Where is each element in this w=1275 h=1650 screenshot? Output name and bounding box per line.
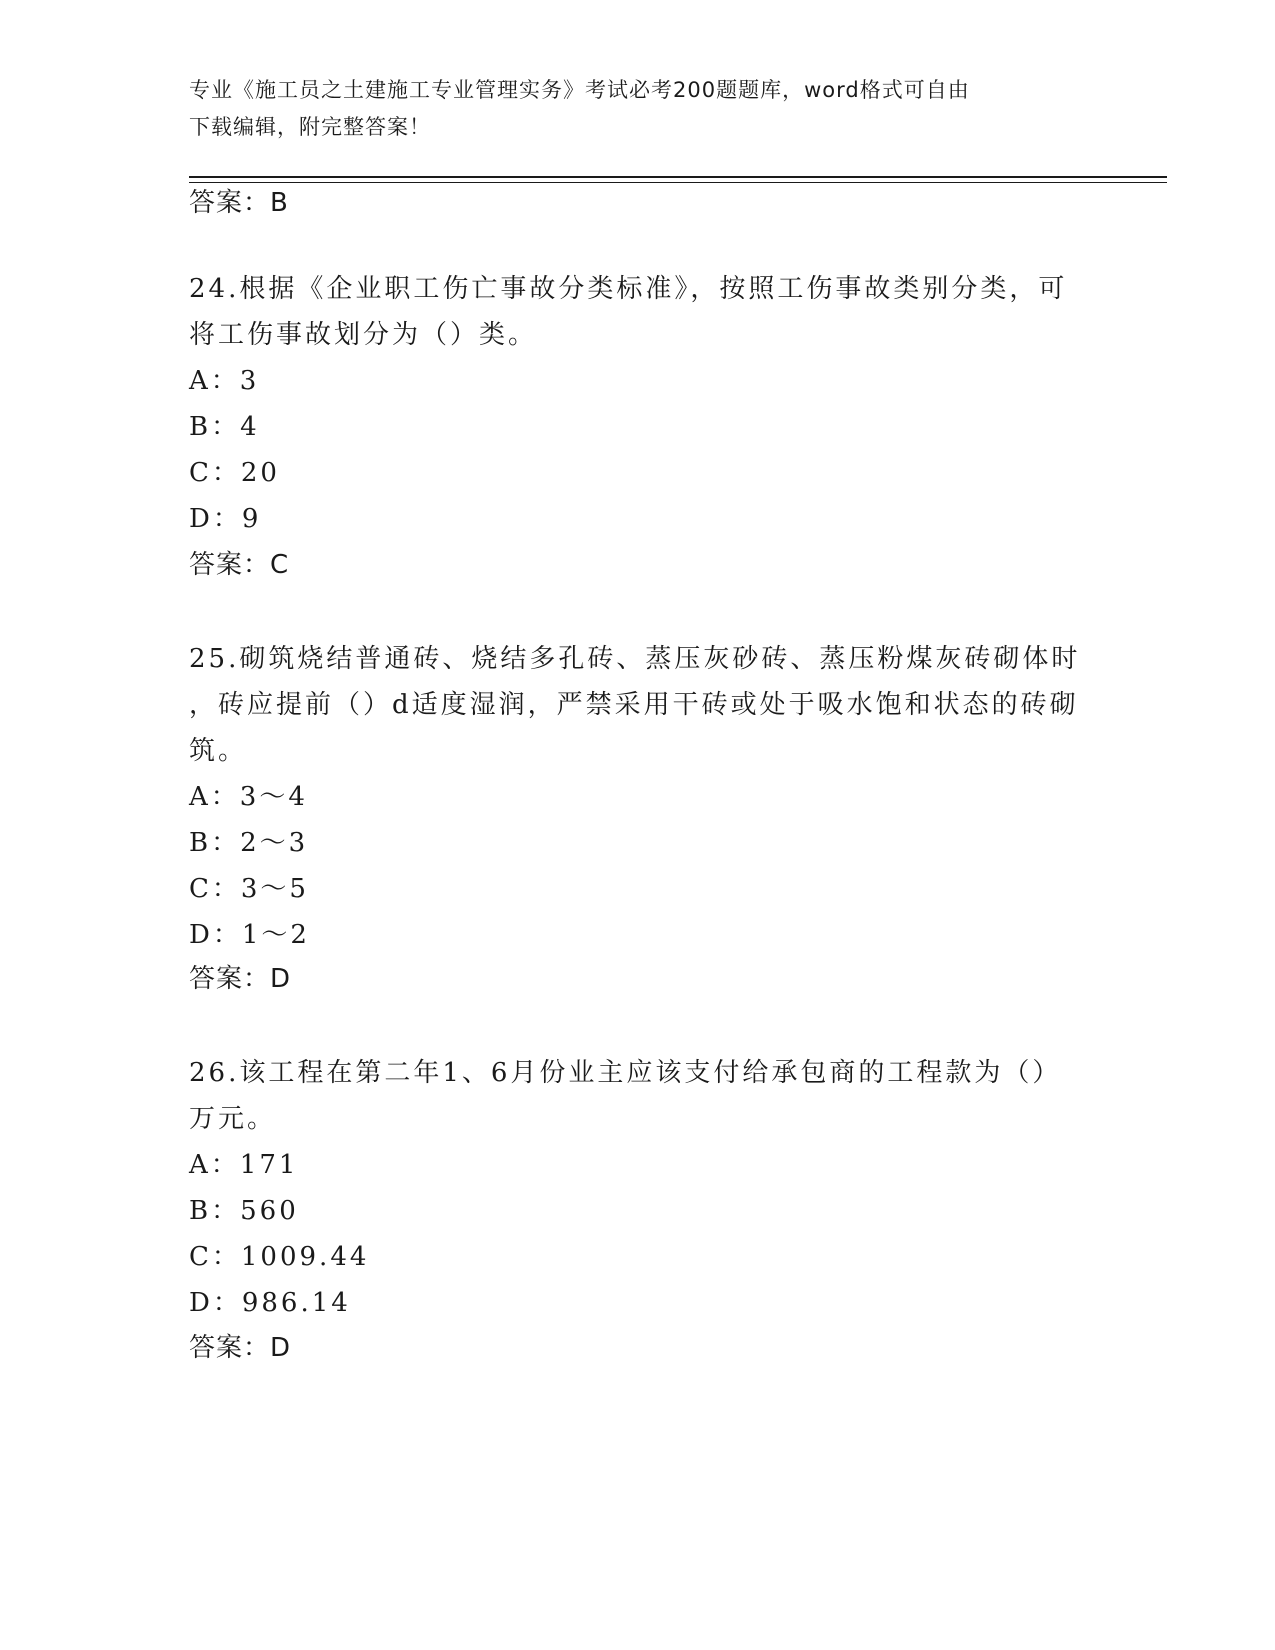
option-a: A：3～4 [189,782,308,812]
answer-24: 答案：C [189,550,290,580]
option-b: B：4 [189,412,260,442]
option-c: C：20 [189,458,280,488]
question-stem-line: 25.砌筑烧结普通砖、烧结多孔砖、蒸压灰砂砖、蒸压粉煤灰砖砌体时 [189,644,1081,674]
option-d: D：1～2 [189,920,310,950]
option-d: D：986.14 [189,1288,351,1318]
option-c: C：3～5 [189,874,309,904]
header-line-1: 专业《施工员之土建施工专业管理实务》考试必考200题题库，word格式可自由 [189,78,970,102]
option-c: C：1009.44 [189,1242,370,1272]
question-25 [189,636,1089,958]
previous-answer: 答案：B [189,188,289,218]
header-divider-thick [189,176,1167,178]
header-line-2: 下载编辑，附完整答案！ [189,115,431,139]
question-stem-line: 24.根据《企业职工伤亡事故分类标准》，按照工伤事故类别分类，可 [189,274,1068,304]
option-d: D：9 [189,504,262,534]
document-header [189,72,1079,146]
option-b: B：560 [189,1196,299,1226]
question-stem-line: 筑。 [189,736,248,766]
question-stem-line: 将工伤事故划分为（）类。 [189,320,538,350]
question-26 [189,1050,1089,1326]
option-a: A：3 [189,366,260,396]
answer-26: 答案：D [189,1333,292,1363]
question-stem-line: 26.该工程在第二年1、6月份业主应该支付给承包商的工程款为（） [189,1058,1062,1088]
question-stem-line: 万元。 [189,1104,277,1134]
option-b: B：2～3 [189,828,309,858]
option-a: A：171 [189,1150,299,1180]
answer-25: 答案：D [189,964,292,994]
question-stem-line: ，砖应提前（）d适度湿润，严禁采用干砖或处于吸水饱和状态的砖砌 [189,690,1079,720]
header-divider-thin [189,182,1167,183]
question-24 [189,266,1089,542]
